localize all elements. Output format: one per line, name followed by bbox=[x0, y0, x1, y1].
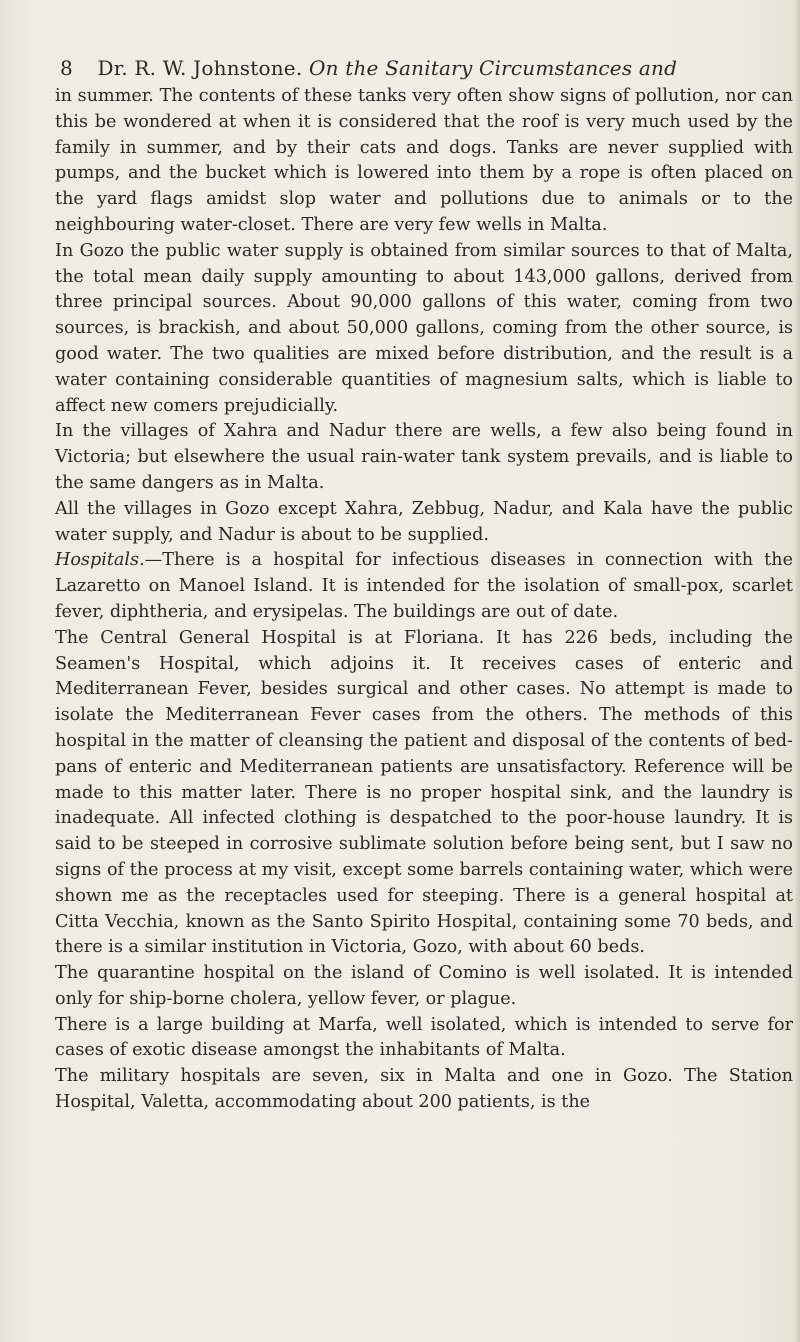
paragraph-marfa: There is a large building at Marfa, well isolated, which is intended to serve for cases of exotic disease amongst the inhabitants of Malta. bbox=[55, 1014, 793, 1061]
running-head-title: On the Sanitary Circumstances and bbox=[308, 56, 678, 80]
paragraph-quarantine: The quarantine hospital on the island of Comino is well isolated. It is intended only for ship-borne cholera, yellow fever, or plague. bbox=[55, 963, 793, 1009]
page-number: 8 bbox=[60, 56, 73, 80]
paragraph-tanks: in summer. The contents of these tanks very often show signs of pollution, nor can this be wondered at when it is considered that the roof is very much used by the family in summer, and by their cats and dogs. Tanks are never supplied with pumps, and the bucket which is lowered into them by a rope is often placed on the yard flags amidst slop water and pollutions due to animals or to the neighbouring water-closet. There are very few wells in Malta. bbox=[55, 86, 793, 235]
paragraph-villages-wells: In the villages of Xahra and Nadur there are wells, a few also being found in Victoria; but elsewhere the usual rain-water tank system prevails, and is liable to the same dangers as in Malta. bbox=[55, 421, 793, 493]
paragraph-central-hospital: The Central General Hospital is at Floriana. It has 226 beds, including the Seamen's Hospital, which adjoins it. It receives cases of enteric and Mediterranean Fever, besides surgical and other cases. No attempt is made to isolate the Mediterranean Fever cases from the others. The methods of this hospital in the matter of cleansing the patient and disposal of the contents of bed-pans of enteric and Mediterranean patients are unsatisfactory. Reference will be made to this matter later. There is no proper hospital sink, and the laundry is inadequate. All infected clothing is despatched to the poor-house laundry. It is said to be steeped in corrosive sublimate solution before being sent, but I saw no signs of the process at my visit, except some barrels containing water, which were shown me as the receptacles used for steeping. There is a general hospital at Citta Vecchia, known as the Santo Spirito Hospital, containing some 70 beds, and there is a similar institution in Victoria, Gozo, with about 60 beds. bbox=[55, 627, 793, 958]
paragraph-hospitals bbox=[55, 548, 793, 625]
body-text bbox=[55, 84, 793, 1116]
section-heading-hospitals: Hospitals. bbox=[55, 550, 145, 571]
running-head-author: Dr. R. W. Johnstone. bbox=[97, 56, 303, 80]
paragraph-gozo-water: In Gozo the public water supply is obtained from similar sources to that of Malta, the total mean daily supply amounting to about 143,000 gallons, derived from three principal sources. About 90,000 gallons of this water, coming from two sources, is brackish, and about 50,000 gallons, coming from the other source, is good water. The two qualities are mixed before distribution, and the result is a water containing considerable quantities of magnesium salts, which is liable to affect new comers prejudicially. bbox=[55, 240, 793, 416]
page-edge-shadow bbox=[794, 0, 800, 1342]
running-head bbox=[60, 56, 780, 80]
paragraph-villages-supply: All the villages in Gozo except Xahra, Zebbug, Nadur, and Kala have the public water supply, and Nadur is about to be supplied. bbox=[55, 498, 793, 545]
paragraph-hospitals-text: —There is a hospital for infectious diseases in connection with the Lazaretto on Manoel Island. It is intended for the isolation of small-pox, scarlet fever, diphtheria, and erysipelas. The buildings are out of date. bbox=[55, 550, 793, 622]
paragraph-military-hospitals: The military hospitals are seven, six in Malta and one in Gozo. The Station Hospital, Valetta, accommodating about 200 patients, is the bbox=[55, 1066, 793, 1113]
